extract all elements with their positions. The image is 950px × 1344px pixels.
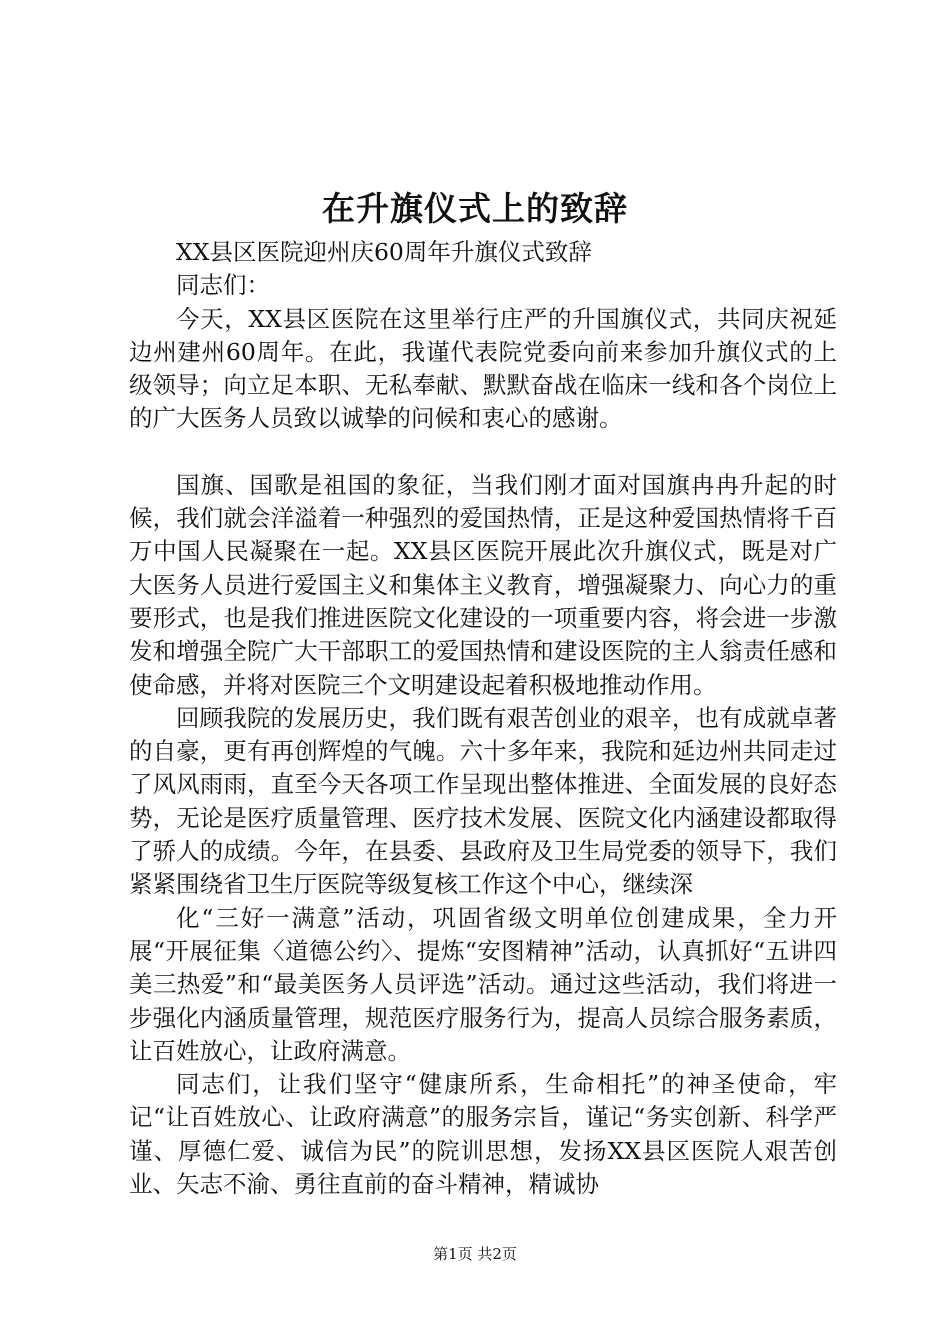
- paragraph: 国旗、国歌是祖国的象征，当我们刚才面对国旗冉冉升起的时候，我们就会洋溢着一种强烈的爱国热情，正是这种爱国热情将千百万中国人民凝聚在一起。XX县区医院开展此次升旗仪式，既是对广大医务人员进行爱国主义和集体主义教育，增强凝聚力、向心力的重要形式，也是我们推进医院文化建设的一项重要内容，将会进一步激发和增强全院广大干部职工的爱国热情和建设医院的主人翁责任感和使命感，并将对医院三个文明建设起着积极地推动作用。: [129, 470, 837, 699]
- page-footer: 第1页 共2页: [433, 1245, 517, 1263]
- speech-heading: XX县区医院迎州庆60周年升旗仪式致辞: [176, 238, 592, 266]
- paragraph: 回顾我院的发展历史，我们既有艰苦创业的艰辛，也有成就卓著的自豪，更有再创辉煌的气魄。六十多年来，我院和延边州共同走过了风风雨雨，直至今天各项工作呈现出整体推进、全面发展的良好态势，无论是医疗质量管理、医疗技术发展、医院文化内涵建设都取得了骄人的成绩。今年，在县委、县政府及卫生局党委的领导下，我们紧紧围绕省卫生厅医院等级复核工作这个中心，继续深: [129, 703, 837, 899]
- paragraph: 同志们，让我们坚守“健康所系，生命相托”的神圣使命，牢记“让百姓放心、让政府满意”的服务宗旨，谨记“务实创新、科学严谨、厚德仁爱、诚信为民”的院训思想，发扬XX县区医院人艰苦创业、矢志不渝、勇往直前的奋斗精神，精诚协: [129, 1070, 837, 1199]
- paragraph: 化“三好一满意”活动，巩固省级文明单位创建成果，全力开展“开展征集〈道德公约〉、提炼“安图精神”活动，认真抓好“五讲四美三热爱”和“最美医务人员评选”活动。通过这些活动，我们将进一步强化内涵质量管理，规范医疗服务行为，提高人员综合服务素质，让百姓放心，让政府满意。: [129, 903, 837, 1065]
- document-title: 在升旗仪式上的致辞: [322, 189, 628, 228]
- document-body: [129, 236, 837, 1201]
- salutation: 同志们：: [176, 271, 270, 300]
- paragraph: 今天，XX县区医院在这里举行庄严的升国旗仪式，共同庆祝延边州建州60周年。在此，我谨代表院党委向前来参加升旗仪式的上级领导；向立足本职、无私奉献、默默奋战在临床一线和各个岗位上的广大医务人员致以诚挚的问候和衷心的感谢。: [129, 304, 837, 433]
